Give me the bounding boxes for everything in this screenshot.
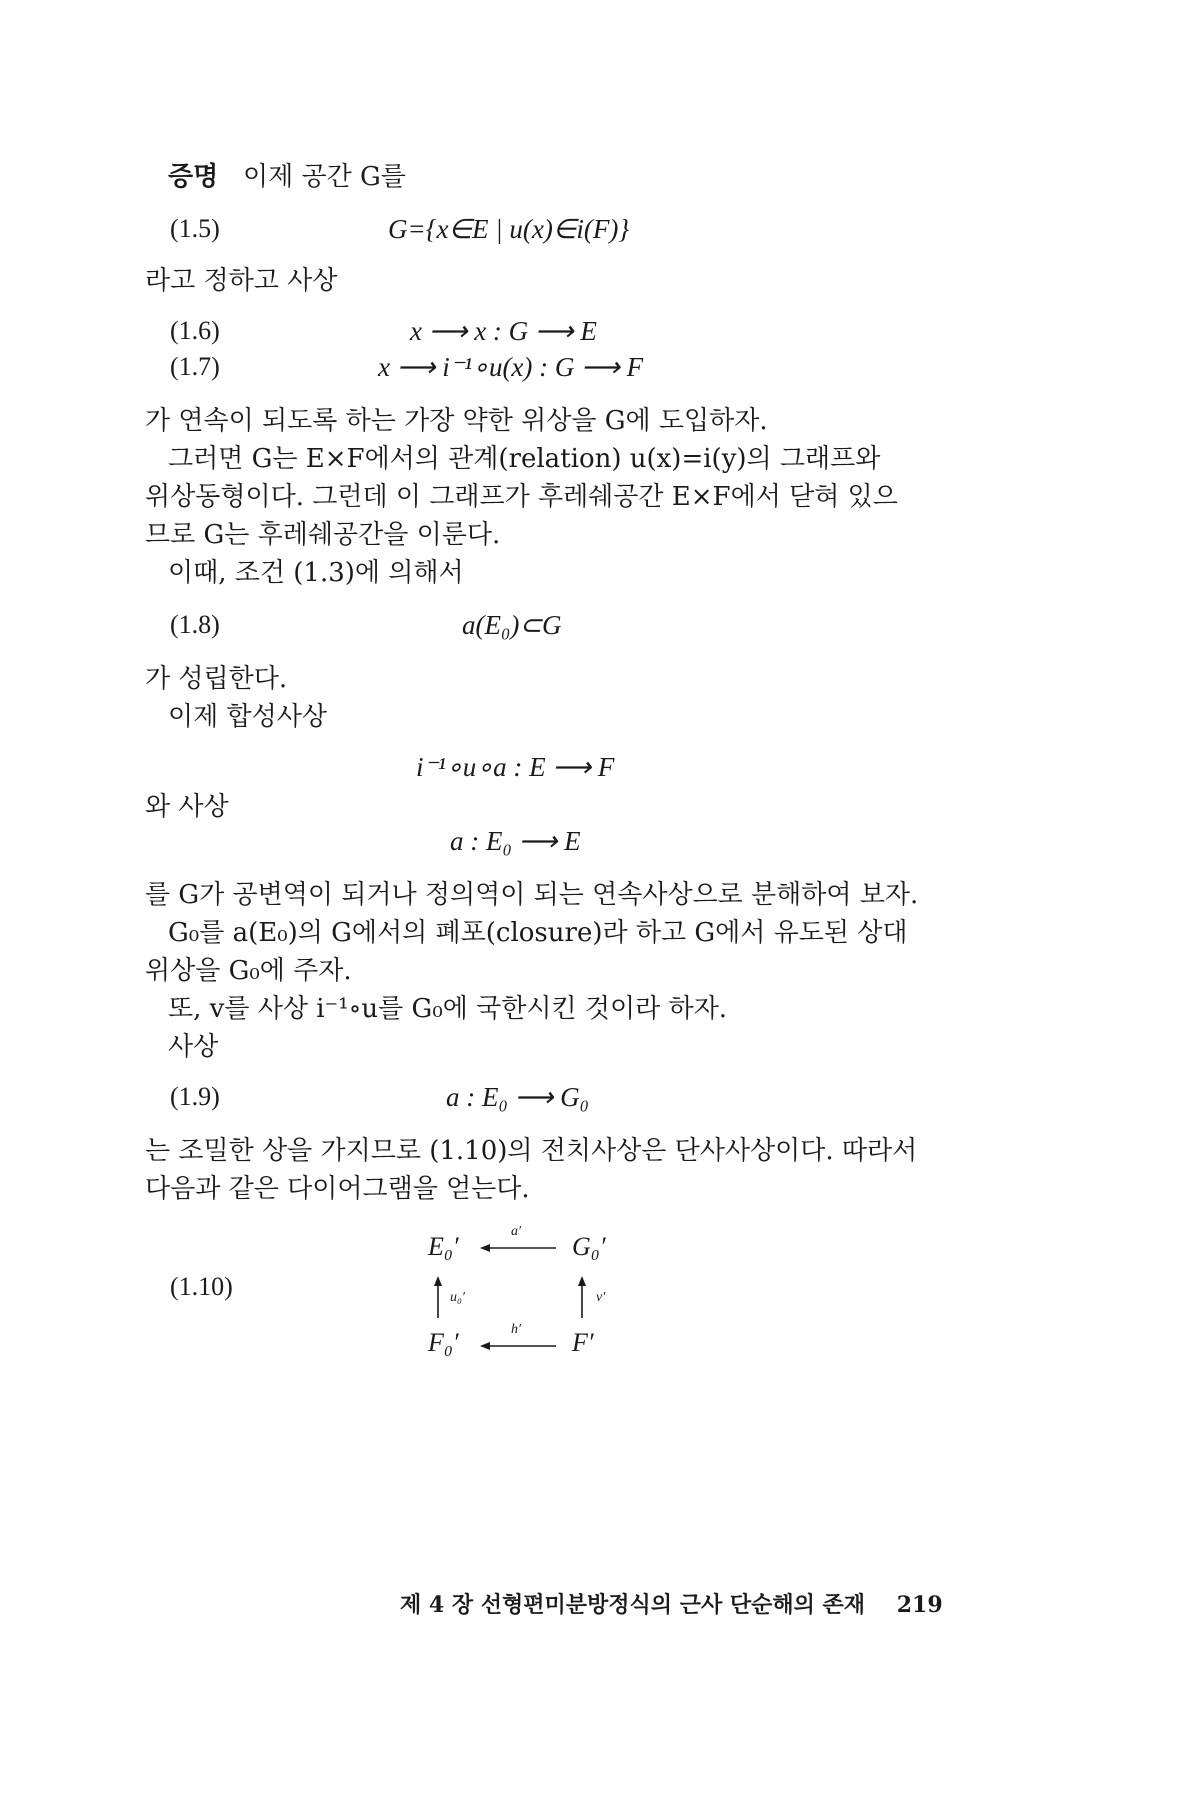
- text-line-after-1-8: 가 성립한다.: [145, 664, 288, 694]
- equation-1-6: x ⟶ x : G ⟶ E: [410, 316, 597, 346]
- equation-number-1-8: (1.8): [170, 610, 220, 639]
- proof-intro-line: [168, 160, 406, 194]
- paragraph-5-line-1: G₀를 a(E₀)의 G에서의 폐포(closure)라 하고 G에서 유도된 상대: [168, 918, 908, 948]
- diagram-bottom-arrow-label: h′: [511, 1322, 522, 1337]
- equation-number-1-6: (1.6): [170, 316, 220, 345]
- map-word-line: 사상: [168, 1032, 219, 1062]
- equation-number-1-7: (1.7): [170, 352, 220, 381]
- paragraph-2-line-1: 그러면 G는 E×F에서의 관계(relation) u(x)=i(y)의 그래프와: [168, 444, 881, 474]
- paragraph-7-line-2: 다음과 같은 다이어그램을 얻는다.: [145, 1174, 530, 1204]
- equation-1-9: a : E₀ ⟶ G₀: [446, 1082, 589, 1112]
- text-line-after-1-7: 가 연속이 되도록 하는 가장 약한 위상을 G에 도입하자.: [145, 406, 768, 436]
- diagram-top-arrow: [480, 1244, 556, 1252]
- page-footer: [400, 1590, 943, 1620]
- diagram-right-arrow: [578, 1276, 586, 1318]
- equation-map-a: a : E₀ ⟶ E: [450, 826, 581, 856]
- equation-1-5: G={x∈E | u(x)∈i(F)}: [388, 214, 630, 244]
- paragraph-7-line-1: 는 조밀한 상을 가지므로 (1.10)의 전치사상은 단사사상이다. 따라서: [145, 1136, 918, 1166]
- diagram-top-arrow-label: a′: [511, 1224, 522, 1239]
- equation-number-1-5: (1.5): [170, 214, 220, 243]
- equation-1-7: x ⟶ i⁻¹∘u(x) : G ⟶ F: [378, 352, 644, 382]
- equation-number-1-9: (1.9): [170, 1082, 220, 1111]
- paragraph-5-line-2: 위상을 G₀에 주자.: [145, 956, 352, 986]
- and-map-line: 와 사상: [145, 792, 229, 822]
- diagram-node-bottom-left: F₀′: [428, 1328, 459, 1357]
- equation-composite-map: i⁻¹∘u∘a : E ⟶ F: [416, 752, 615, 782]
- composite-map-intro: 이제 합성사상: [168, 702, 327, 732]
- paragraph-3: 이때, 조건 (1.3)에 의해서: [168, 558, 464, 588]
- proof-intro-text: 이제 공간 G를: [243, 162, 406, 192]
- page-number: 219: [896, 1592, 943, 1618]
- paragraph-4: 를 G가 공변역이 되거나 정의역이 되는 연속사상으로 분해하여 보자.: [145, 880, 919, 910]
- paragraph-2-line-2: 위상동형이다. 그런데 이 그래프가 후레쉐공간 E×F에서 닫혀 있으: [145, 482, 898, 512]
- equation-1-8: a(E₀)⊂G: [462, 610, 562, 640]
- diagram-node-top-left: E₀′: [428, 1232, 459, 1261]
- chapter-title: 제 4 장 선형편미분방정식의 근사 단순해의 존재: [400, 1592, 866, 1618]
- diagram-bottom-arrow: [480, 1342, 556, 1350]
- diagram-left-arrow-label: u₀′: [450, 1290, 465, 1305]
- paragraph-2-line-3: 므로 G는 후레쉐공간을 이룬다.: [145, 520, 501, 550]
- text-line-after-1-5: 라고 정하고 사상: [145, 266, 338, 296]
- diagram-node-bottom-right: F′: [572, 1328, 594, 1357]
- diagram-left-arrow: [434, 1276, 442, 1318]
- equation-number-1-10: (1.10): [170, 1272, 233, 1301]
- proof-label: 증명: [168, 162, 219, 192]
- diagram-right-arrow-label: v′: [596, 1290, 606, 1305]
- paragraph-6: 또, v를 사상 i⁻¹∘u를 G₀에 국한시킨 것이라 하자.: [168, 994, 727, 1024]
- diagram-node-top-right: G₀′: [572, 1232, 606, 1261]
